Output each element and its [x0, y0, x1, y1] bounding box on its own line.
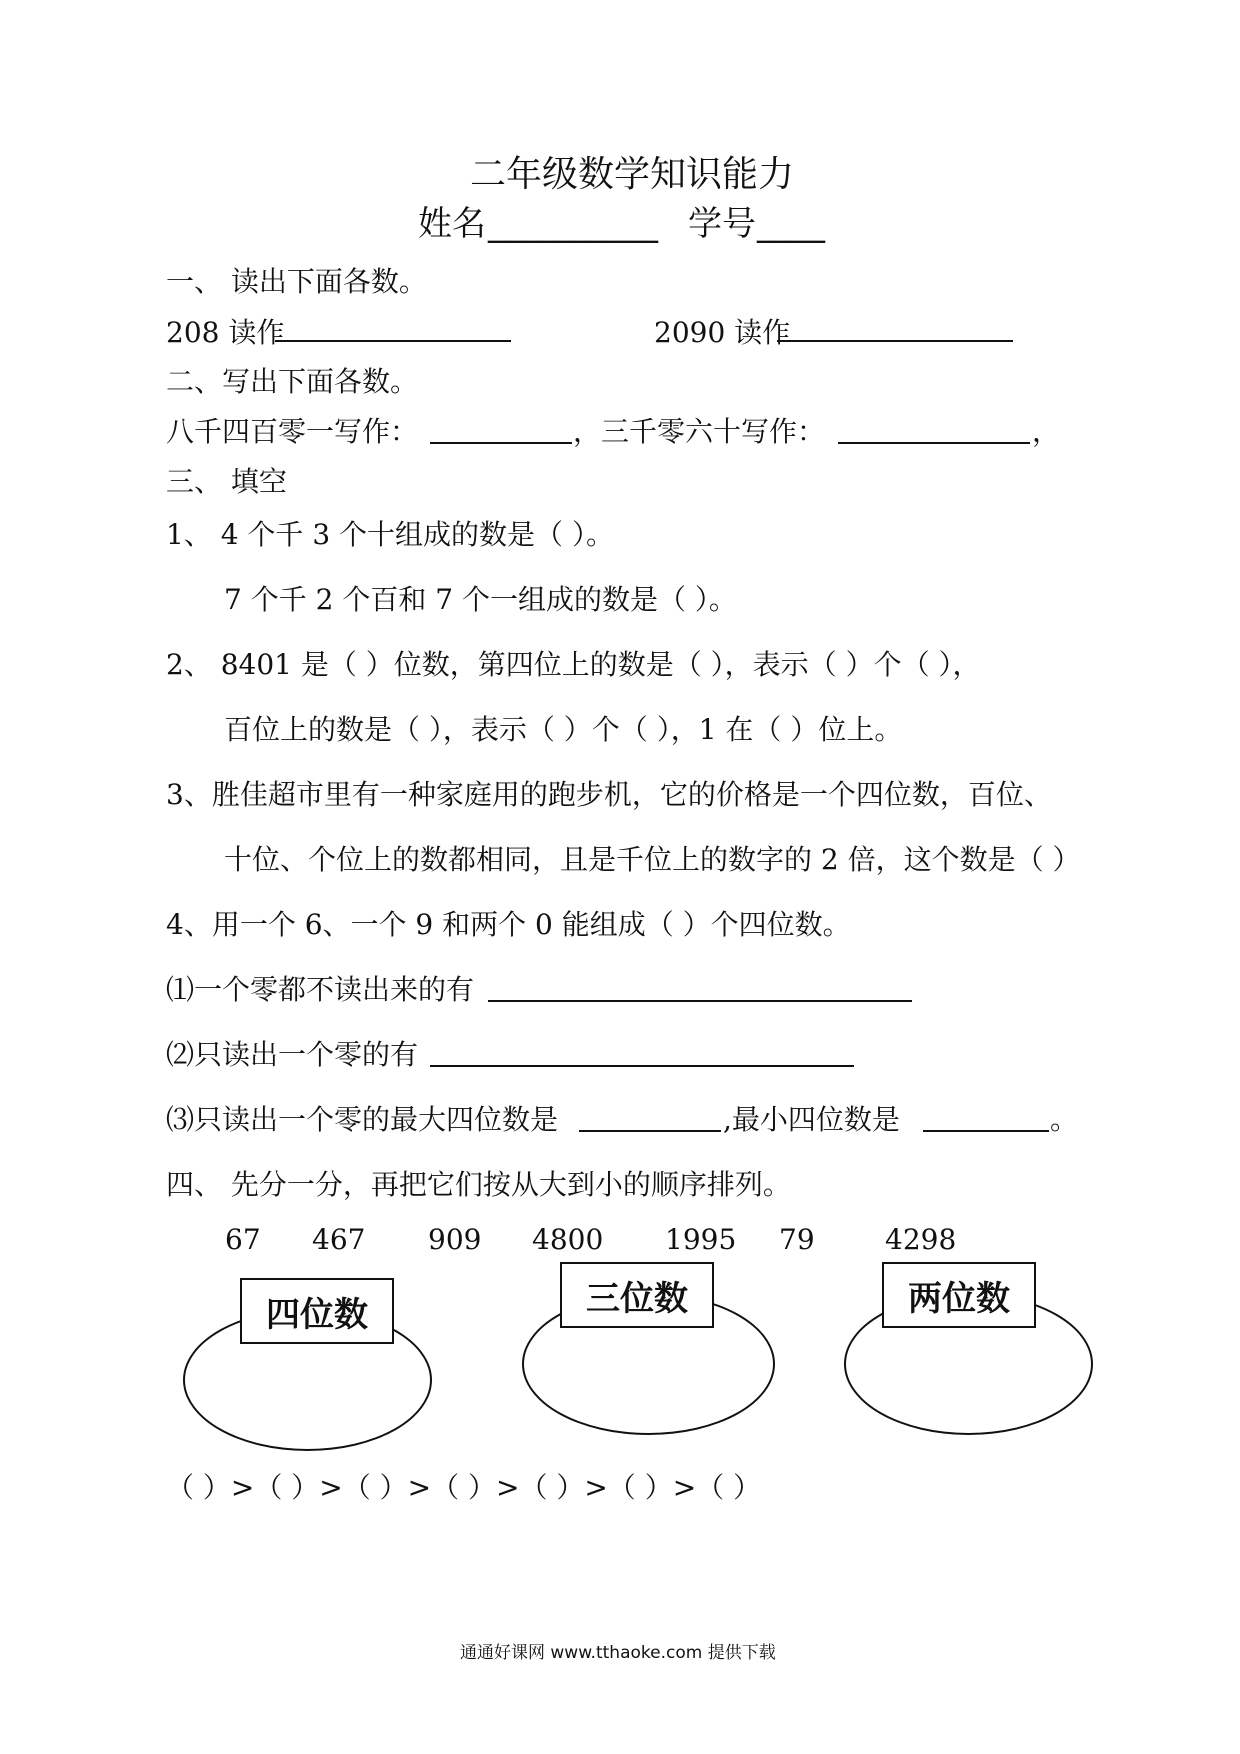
write-item-8401: 八千四百零一写作： — [166, 415, 419, 448]
page-title: 二年级数学知识能力 — [470, 154, 795, 195]
order-row: （ ）>（ ）>（ ）>（ ）>（ ）>（ ）>（ ） — [166, 1471, 762, 1504]
number-item: 79 — [779, 1223, 815, 1256]
name-blank[interactable]: __________ — [488, 204, 658, 244]
section-3-heading: 三、 填空 — [166, 465, 287, 498]
question-4: 4、用一个 6、一个 9 和两个 0 能组成（ ）个四位数。 — [166, 908, 851, 941]
answer-line-3060[interactable] — [838, 442, 1030, 444]
question-4-3-end: 。 — [1050, 1103, 1079, 1136]
read-item-208: 208 读作 — [166, 316, 285, 349]
student-id-blank[interactable]: ____ — [757, 204, 825, 244]
answer-line-208[interactable] — [275, 340, 511, 342]
question-2a: 2、 8401 是（ ）位数，第四位上的数是（ ），表示（ ）个（ ）， — [166, 648, 981, 681]
two-digit-label-box: 两位数 — [882, 1262, 1036, 1328]
number-item: 1995 — [665, 1223, 737, 1256]
question-1b: 7 个千 2 个百和 7 个一组成的数是（ ）。 — [224, 583, 737, 616]
number-item: 67 — [225, 1223, 261, 1256]
question-2b: 百位上的数是（ ），表示（ ）个（ ），1 在（ ）位上。 — [224, 713, 903, 746]
student-id-label: 学号 — [688, 204, 756, 244]
number-item: 4800 — [532, 1223, 604, 1256]
section-4-heading: 四、 先分一分，再把它们按从大到小的顺序排列。 — [166, 1168, 791, 1201]
four-digit-label-box: 四位数 — [240, 1278, 394, 1344]
footer-text: 通通好课网 www.tthaoke.com 提供下载 — [460, 1643, 776, 1663]
section-1-heading: 一、 读出下面各数。 — [166, 265, 427, 298]
question-3b: 十位、个位上的数都相同，且是千位上的数字的 2 倍，这个数是（ ） — [224, 843, 1081, 876]
number-item: 4298 — [885, 1223, 957, 1256]
three-digit-label-box: 三位数 — [560, 1262, 714, 1328]
answer-line-8401[interactable] — [430, 442, 572, 444]
answer-line-4-3-min[interactable] — [923, 1130, 1049, 1132]
answer-line-2090[interactable] — [777, 340, 1013, 342]
question-4-3-label: ⑶只读出一个零的最大四位数是 — [166, 1103, 559, 1136]
read-item-2090: 2090 读作 — [654, 316, 791, 349]
question-4-2-label: ⑵只读出一个零的有 — [166, 1038, 419, 1071]
question-4-1-label: ⑴一个零都不读出来的有 — [166, 973, 475, 1006]
question-3a: 3、胜佳超市里有一种家庭用的跑步机，它的价格是一个四位数，百位、 — [166, 778, 1052, 811]
answer-line-4-1[interactable] — [488, 1000, 912, 1002]
section-2-heading: 二、写出下面各数。 — [166, 365, 419, 398]
answer-line-4-3-max[interactable] — [579, 1130, 721, 1132]
answer-line-4-2[interactable] — [430, 1065, 854, 1067]
question-4-3-min-label: ,最小四位数是 — [723, 1103, 900, 1136]
number-item: 909 — [428, 1223, 482, 1256]
name-label: 姓名 — [418, 204, 486, 244]
question-1a: 1、 4 个千 3 个十组成的数是（ ）。 — [166, 518, 614, 551]
number-item: 467 — [312, 1223, 366, 1256]
write-item-3060: ，三千零六十写作： — [573, 415, 826, 448]
write-item-end: ， — [1032, 415, 1061, 448]
